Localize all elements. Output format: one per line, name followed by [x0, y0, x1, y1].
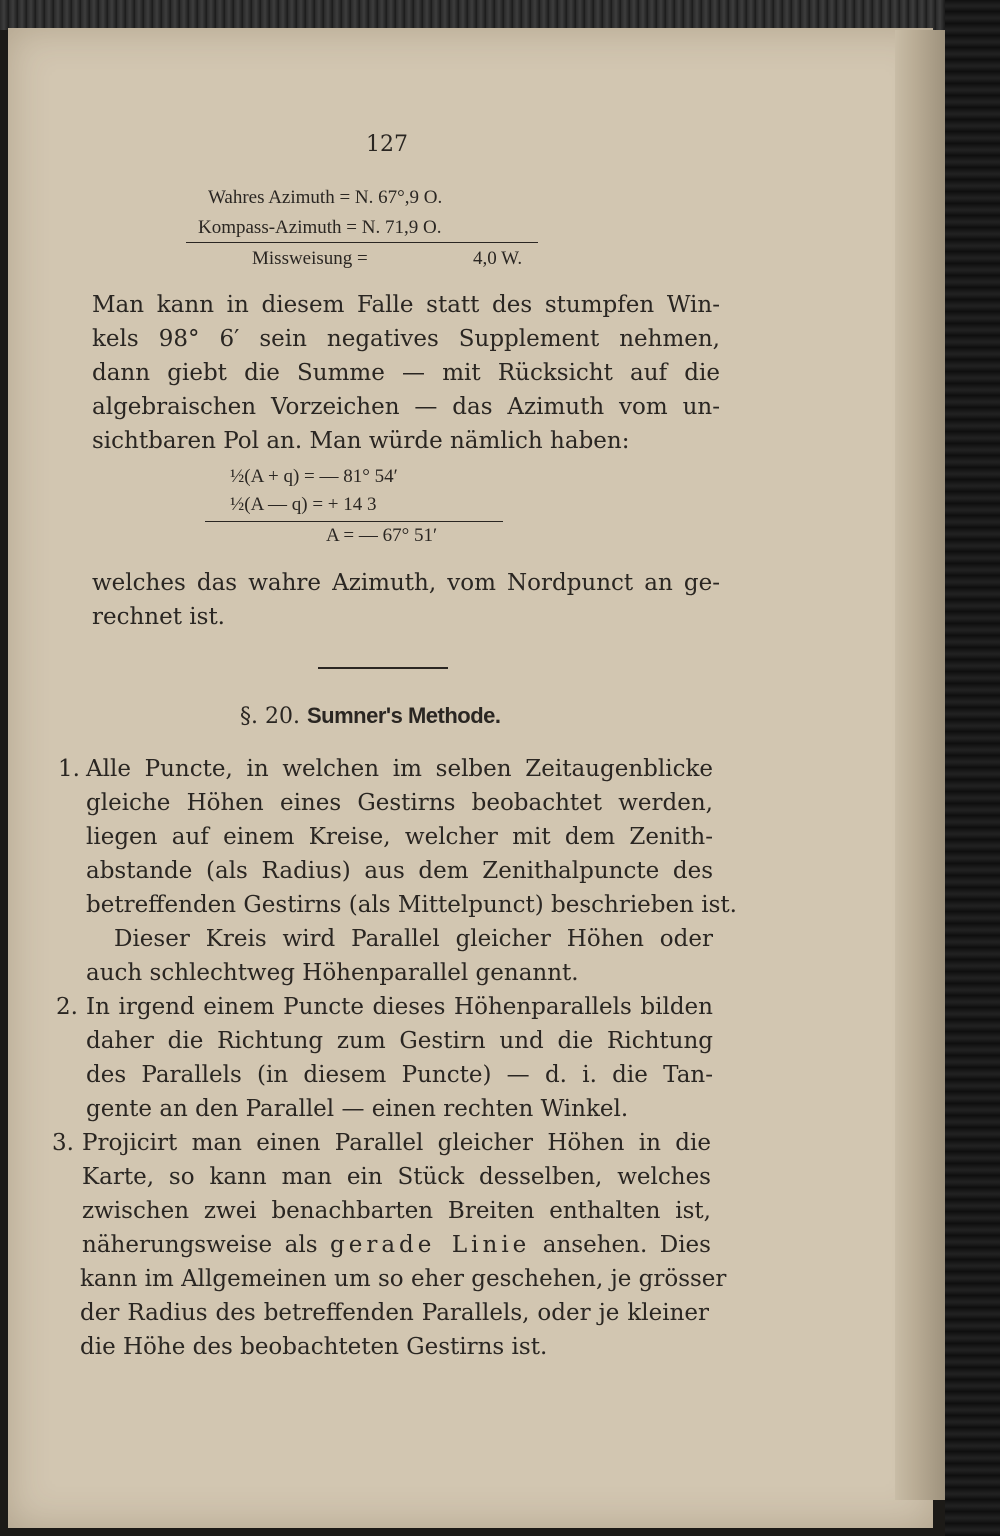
item2-line3: des Parallels (in diesem Puncte) — d. i. die Tan- — [86, 1062, 713, 1088]
item1-line5: betreffenden Gestirns (als Mittelpunct) beschrieben ist. — [86, 892, 737, 918]
para1-line3: dann giebt die Summe — mit Rücksicht auf die — [92, 360, 720, 386]
table1-row3-value: 4,0 W. — [473, 248, 523, 269]
book-binding — [945, 0, 1000, 1536]
emphasis-gerade-linie: gerade Linie — [330, 1232, 531, 1258]
table2-row3: A = — 67° 51′ — [326, 525, 438, 546]
item3-line5: kann im Allgemeinen um so eher geschehen, je grösser — [80, 1266, 727, 1292]
para1-line5: sichtbaren Pol an. Man würde nämlich haben: — [92, 428, 630, 454]
book-top-edge — [0, 0, 1000, 30]
item1-line2: gleiche Höhen eines Gestirns beobachtet werden, — [86, 790, 713, 816]
item3-line3: zwischen zwei benachbarten Breiten enthalten ist, — [82, 1198, 711, 1224]
section-heading — [240, 703, 501, 729]
table1-row2: Kompass-Azimuth = N. 71,9 O. — [198, 217, 442, 238]
item3-line6: der Radius des betreffenden Parallels, oder je kleiner — [80, 1300, 709, 1326]
para2-line1: welches das wahre Azimuth, vom Nordpunct an ge- — [92, 570, 720, 596]
item1-subline1: Dieser Kreis wird Parallel gleicher Höhen oder — [114, 926, 713, 952]
table2-sum-rule — [205, 521, 503, 522]
table1-sum-rule — [186, 242, 538, 243]
item1-number: 1. — [58, 756, 80, 782]
table1-row3-label: Missweisung = — [252, 248, 368, 269]
item2-number: 2. — [56, 994, 78, 1020]
item2-line1: In irgend einem Puncte dieses Höhenparallels bilden — [86, 994, 713, 1020]
section-number: §. 20. — [240, 704, 300, 729]
item1-line4: abstande (als Radius) aus dem Zenithalpuncte des — [86, 858, 713, 884]
para1-line4: algebraischen Vorzeichen — das Azimuth vom un- — [92, 394, 720, 420]
item3-line4: näherungsweise als gerade Linie ansehen. Dies — [82, 1232, 711, 1258]
section-divider — [318, 667, 448, 669]
item1-subline2: auch schlechtweg Höhenparallel genannt. — [86, 960, 579, 986]
item3-number: 3. — [52, 1130, 74, 1156]
table1-row1: Wahres Azimuth = N. 67°,9 O. — [208, 187, 443, 208]
para2-line2: rechnet ist. — [92, 604, 225, 630]
section-title: Sumner's Methode. — [306, 703, 501, 728]
item3-line1: Projicirt man einen Parallel gleicher Höhen in die — [82, 1130, 711, 1156]
item2-line4: gente an den Parallel — einen rechten Winkel. — [86, 1096, 629, 1122]
para1-line1: Man kann in diesem Falle statt des stumpfen Win- — [92, 292, 720, 318]
item1-line3: liegen auf einem Kreise, welcher mit dem Zenith- — [86, 824, 713, 850]
para1-line2: kels 98° 6′ sein negatives Supplement nehmen, — [92, 326, 720, 352]
page-number: 127 — [366, 132, 408, 157]
page-edges — [895, 30, 945, 1500]
item1-line1: Alle Puncte, in welchen im selben Zeitaugenblicke — [86, 756, 713, 782]
item2-line2: daher die Richtung zum Gestirn und die Richtung — [86, 1028, 713, 1054]
item3-line2: Karte, so kann man ein Stück desselben, welches — [82, 1164, 711, 1190]
table2-row1: ½(A + q) = — 81° 54′ — [230, 466, 398, 487]
item3-line7: die Höhe des beobachteten Gestirns ist. — [80, 1334, 548, 1360]
table2-row2: ½(A — q) = + 14 3 — [230, 494, 377, 515]
